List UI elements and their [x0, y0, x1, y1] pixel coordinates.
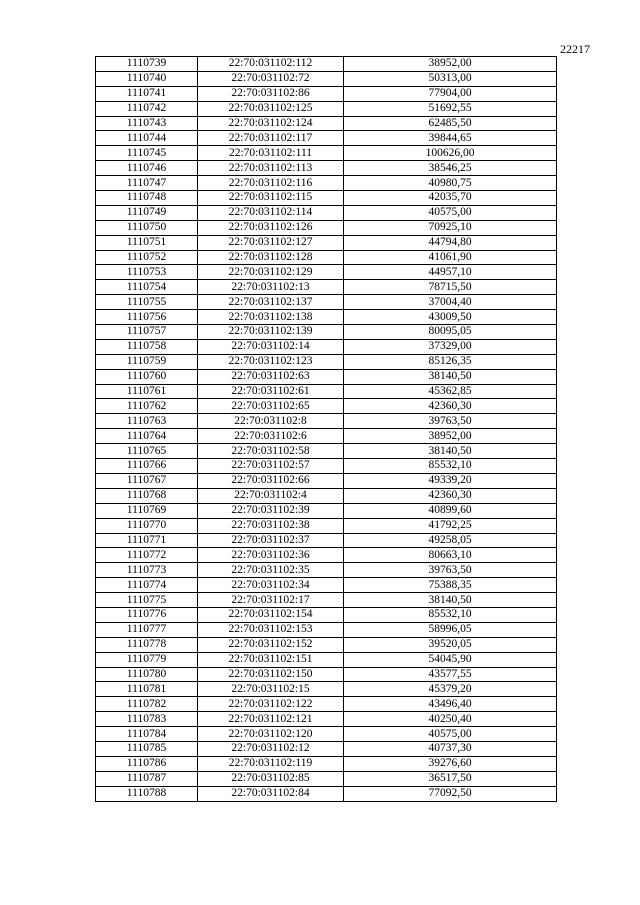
- row-number-cell: 1110766: [96, 459, 198, 474]
- cadastral-number-cell: 22:70:031102:4: [198, 488, 344, 503]
- table-row: [96, 444, 557, 459]
- cadastral-number-cell: 22:70:031102:120: [198, 727, 344, 742]
- cadastral-value-cell: 40575,00: [344, 205, 557, 220]
- row-number-cell: 1110774: [96, 578, 198, 593]
- cadastral-value-cell: 42360,30: [344, 488, 557, 503]
- row-number-cell: 1110784: [96, 727, 198, 742]
- table-row: [96, 712, 557, 727]
- row-number-cell: 1110777: [96, 622, 198, 637]
- table-row: [96, 399, 557, 414]
- table-row: [96, 607, 557, 622]
- cadastral-number-cell: 22:70:031102:8: [198, 414, 344, 429]
- cadastral-number-cell: 22:70:031102:151: [198, 652, 344, 667]
- cadastral-number-cell: 22:70:031102:113: [198, 161, 344, 176]
- row-number-cell: 1110788: [96, 786, 198, 801]
- table-row: [96, 131, 557, 146]
- cadastral-value-cell: 39844,65: [344, 131, 557, 146]
- cadastral-number-cell: 22:70:031102:72: [198, 71, 344, 86]
- table-row: [96, 354, 557, 369]
- row-number-cell: 1110744: [96, 131, 198, 146]
- table-row: [96, 548, 557, 563]
- cadastral-number-cell: 22:70:031102:138: [198, 310, 344, 325]
- page-number: 22217: [560, 42, 590, 56]
- table-row: [96, 563, 557, 578]
- table-row: [96, 578, 557, 593]
- row-number-cell: 1110743: [96, 116, 198, 131]
- row-number-cell: 1110783: [96, 712, 198, 727]
- table-row: [96, 235, 557, 250]
- cadastral-number-cell: 22:70:031102:13: [198, 280, 344, 295]
- cadastral-value-cell: 36517,50: [344, 771, 557, 786]
- cadastral-number-cell: 22:70:031102:6: [198, 429, 344, 444]
- table-row: [96, 771, 557, 786]
- cadastral-number-cell: 22:70:031102:36: [198, 548, 344, 563]
- cadastral-number-cell: 22:70:031102:57: [198, 459, 344, 474]
- cadastral-number-cell: 22:70:031102:137: [198, 295, 344, 310]
- cadastral-value-cell: 41061,90: [344, 250, 557, 265]
- row-number-cell: 1110764: [96, 429, 198, 444]
- row-number-cell: 1110747: [96, 176, 198, 191]
- cadastral-value-cell: 44794,80: [344, 235, 557, 250]
- table-row: [96, 250, 557, 265]
- table-row: [96, 503, 557, 518]
- cadastral-number-cell: 22:70:031102:63: [198, 369, 344, 384]
- row-number-cell: 1110740: [96, 71, 198, 86]
- row-number-cell: 1110765: [96, 444, 198, 459]
- row-number-cell: 1110769: [96, 503, 198, 518]
- row-number-cell: 1110755: [96, 295, 198, 310]
- cadastral-value-cell: 100626,00: [344, 146, 557, 161]
- table-row: [96, 429, 557, 444]
- row-number-cell: 1110745: [96, 146, 198, 161]
- table-row: [96, 756, 557, 771]
- cadastral-value-cell: 37004,40: [344, 295, 557, 310]
- cadastral-number-cell: 22:70:031102:116: [198, 176, 344, 191]
- cadastral-value-cell: 40899,60: [344, 503, 557, 518]
- row-number-cell: 1110787: [96, 771, 198, 786]
- table-row: [96, 488, 557, 503]
- cadastral-number-cell: 22:70:031102:127: [198, 235, 344, 250]
- cadastral-value-cell: 38546,25: [344, 161, 557, 176]
- row-number-cell: 1110785: [96, 741, 198, 756]
- cadastral-number-cell: 22:70:031102:119: [198, 756, 344, 771]
- cadastral-number-cell: 22:70:031102:153: [198, 622, 344, 637]
- row-number-cell: 1110758: [96, 339, 198, 354]
- row-number-cell: 1110751: [96, 235, 198, 250]
- cadastral-number-cell: 22:70:031102:84: [198, 786, 344, 801]
- row-number-cell: 1110778: [96, 637, 198, 652]
- cadastral-value-cell: 51692,55: [344, 101, 557, 116]
- table-row: [96, 473, 557, 488]
- row-number-cell: 1110780: [96, 667, 198, 682]
- cadastral-number-cell: 22:70:031102:37: [198, 533, 344, 548]
- cadastral-value-cell: 49258,05: [344, 533, 557, 548]
- cadastral-value-cell: 50313,00: [344, 71, 557, 86]
- cadastral-value-cell: 37329,00: [344, 339, 557, 354]
- cadastral-value-cell: 39763,50: [344, 414, 557, 429]
- table-row: [96, 459, 557, 474]
- row-number-cell: 1110753: [96, 265, 198, 280]
- cadastral-number-cell: 22:70:031102:85: [198, 771, 344, 786]
- cadastral-number-cell: 22:70:031102:34: [198, 578, 344, 593]
- cadastral-value-cell: 77092,50: [344, 786, 557, 801]
- row-number-cell: 1110771: [96, 533, 198, 548]
- cadastral-value-cell: 54045,90: [344, 652, 557, 667]
- cadastral-number-cell: 22:70:031102:123: [198, 354, 344, 369]
- row-number-cell: 1110741: [96, 86, 198, 101]
- table-row: [96, 622, 557, 637]
- table-row: [96, 205, 557, 220]
- table-row: [96, 727, 557, 742]
- cadastral-value-cell: 43009,50: [344, 310, 557, 325]
- cadastral-number-cell: 22:70:031102:39: [198, 503, 344, 518]
- table-row: [96, 295, 557, 310]
- cadastral-number-cell: 22:70:031102:58: [198, 444, 344, 459]
- cadastral-value-cell: 39763,50: [344, 563, 557, 578]
- cadastral-number-cell: 22:70:031102:128: [198, 250, 344, 265]
- row-number-cell: 1110775: [96, 593, 198, 608]
- cadastral-value-cell: 62485,50: [344, 116, 557, 131]
- row-number-cell: 1110772: [96, 548, 198, 563]
- cadastral-number-cell: 22:70:031102:14: [198, 339, 344, 354]
- cadastral-number-cell: 22:70:031102:114: [198, 205, 344, 220]
- cadastral-value-cell: 85126,35: [344, 354, 557, 369]
- cadastral-number-cell: 22:70:031102:117: [198, 131, 344, 146]
- row-number-cell: 1110786: [96, 756, 198, 771]
- cadastral-value-cell: 38952,00: [344, 429, 557, 444]
- table-row: [96, 637, 557, 652]
- table-row: [96, 146, 557, 161]
- table-row: [96, 161, 557, 176]
- cadastral-number-cell: 22:70:031102:126: [198, 220, 344, 235]
- cadastral-value-cell: 80095,05: [344, 325, 557, 340]
- cadastral-value-cell: 85532,10: [344, 607, 557, 622]
- cadastral-value-cell: 78715,50: [344, 280, 557, 295]
- cadastral-number-cell: 22:70:031102:35: [198, 563, 344, 578]
- row-number-cell: 1110760: [96, 369, 198, 384]
- cadastral-value-cell: 45379,20: [344, 682, 557, 697]
- cadastral-number-cell: 22:70:031102:139: [198, 325, 344, 340]
- row-number-cell: 1110782: [96, 697, 198, 712]
- table-row: [96, 116, 557, 131]
- row-number-cell: 1110768: [96, 488, 198, 503]
- row-number-cell: 1110762: [96, 399, 198, 414]
- cadastral-value-cell: 75388,35: [344, 578, 557, 593]
- table-row: [96, 191, 557, 206]
- cadastral-number-cell: 22:70:031102:61: [198, 384, 344, 399]
- cadastral-value-cell: 49339,20: [344, 473, 557, 488]
- row-number-cell: 1110763: [96, 414, 198, 429]
- row-number-cell: 1110773: [96, 563, 198, 578]
- table-row: [96, 325, 557, 340]
- table-row: [96, 339, 557, 354]
- cadastral-value-cell: 40737,30: [344, 741, 557, 756]
- cadastral-value-cell: 38140,50: [344, 444, 557, 459]
- cadastral-number-cell: 22:70:031102:122: [198, 697, 344, 712]
- row-number-cell: 1110746: [96, 161, 198, 176]
- cadastral-number-cell: 22:70:031102:154: [198, 607, 344, 622]
- cadastral-value-cell: 38952,00: [344, 57, 557, 72]
- cadastral-value-cell: 43577,55: [344, 667, 557, 682]
- table-row: [96, 71, 557, 86]
- table-row: [96, 369, 557, 384]
- cadastral-value-cell: 42035,70: [344, 191, 557, 206]
- cadastral-number-cell: 22:70:031102:152: [198, 637, 344, 652]
- cadastral-number-cell: 22:70:031102:12: [198, 741, 344, 756]
- cadastral-value-cell: 42360,30: [344, 399, 557, 414]
- cadastral-value-cell: 58996,05: [344, 622, 557, 637]
- table-row: [96, 265, 557, 280]
- table-row: [96, 682, 557, 697]
- row-number-cell: 1110752: [96, 250, 198, 265]
- row-number-cell: 1110761: [96, 384, 198, 399]
- table-row: [96, 176, 557, 191]
- row-number-cell: 1110749: [96, 205, 198, 220]
- cadastral-value-cell: 40250,40: [344, 712, 557, 727]
- table-row: [96, 384, 557, 399]
- cadastral-number-cell: 22:70:031102:125: [198, 101, 344, 116]
- row-number-cell: 1110759: [96, 354, 198, 369]
- table-body: [96, 57, 557, 802]
- cadastral-number-cell: 22:70:031102:15: [198, 682, 344, 697]
- cadastral-number-cell: 22:70:031102:17: [198, 593, 344, 608]
- table-row: [96, 786, 557, 801]
- table-row: [96, 86, 557, 101]
- row-number-cell: 1110754: [96, 280, 198, 295]
- table-row: [96, 310, 557, 325]
- cadastral-value-cell: 77904,00: [344, 86, 557, 101]
- cadastral-value-cell: 70925,10: [344, 220, 557, 235]
- cadastral-number-cell: 22:70:031102:129: [198, 265, 344, 280]
- table-row: [96, 667, 557, 682]
- row-number-cell: 1110757: [96, 325, 198, 340]
- table-row: [96, 533, 557, 548]
- cadastral-value-cell: 45362,85: [344, 384, 557, 399]
- row-number-cell: 1110742: [96, 101, 198, 116]
- cadastral-number-cell: 22:70:031102:150: [198, 667, 344, 682]
- row-number-cell: 1110767: [96, 473, 198, 488]
- cadastral-value-cell: 80663,10: [344, 548, 557, 563]
- cadastral-number-cell: 22:70:031102:86: [198, 86, 344, 101]
- row-number-cell: 1110779: [96, 652, 198, 667]
- cadastral-value-cell: 85532,10: [344, 459, 557, 474]
- table-row: [96, 414, 557, 429]
- cadastral-number-cell: 22:70:031102:115: [198, 191, 344, 206]
- cadastral-value-cell: 40575,00: [344, 727, 557, 742]
- table-row: [96, 741, 557, 756]
- cadastral-number-cell: 22:70:031102:65: [198, 399, 344, 414]
- cadastral-number-cell: 22:70:031102:38: [198, 518, 344, 533]
- cadastral-value-table: [95, 56, 557, 802]
- table-row: [96, 652, 557, 667]
- cadastral-number-cell: 22:70:031102:112: [198, 57, 344, 72]
- table-row: [96, 57, 557, 72]
- row-number-cell: 1110781: [96, 682, 198, 697]
- row-number-cell: 1110748: [96, 191, 198, 206]
- cadastral-number-cell: 22:70:031102:124: [198, 116, 344, 131]
- cadastral-value-cell: 43496,40: [344, 697, 557, 712]
- row-number-cell: 1110770: [96, 518, 198, 533]
- row-number-cell: 1110739: [96, 57, 198, 72]
- cadastral-value-cell: 44957,10: [344, 265, 557, 280]
- table-row: [96, 697, 557, 712]
- cadastral-number-cell: 22:70:031102:66: [198, 473, 344, 488]
- cadastral-number-cell: 22:70:031102:111: [198, 146, 344, 161]
- table-row: [96, 518, 557, 533]
- cadastral-value-cell: 39276,60: [344, 756, 557, 771]
- cadastral-value-cell: 39520,05: [344, 637, 557, 652]
- cadastral-value-cell: 38140,50: [344, 369, 557, 384]
- table-row: [96, 280, 557, 295]
- cadastral-value-cell: 38140,50: [344, 593, 557, 608]
- table-row: [96, 101, 557, 116]
- row-number-cell: 1110776: [96, 607, 198, 622]
- table-row: [96, 220, 557, 235]
- cadastral-value-cell: 41792,25: [344, 518, 557, 533]
- row-number-cell: 1110750: [96, 220, 198, 235]
- cadastral-value-cell: 40980,75: [344, 176, 557, 191]
- table-row: [96, 593, 557, 608]
- row-number-cell: 1110756: [96, 310, 198, 325]
- cadastral-number-cell: 22:70:031102:121: [198, 712, 344, 727]
